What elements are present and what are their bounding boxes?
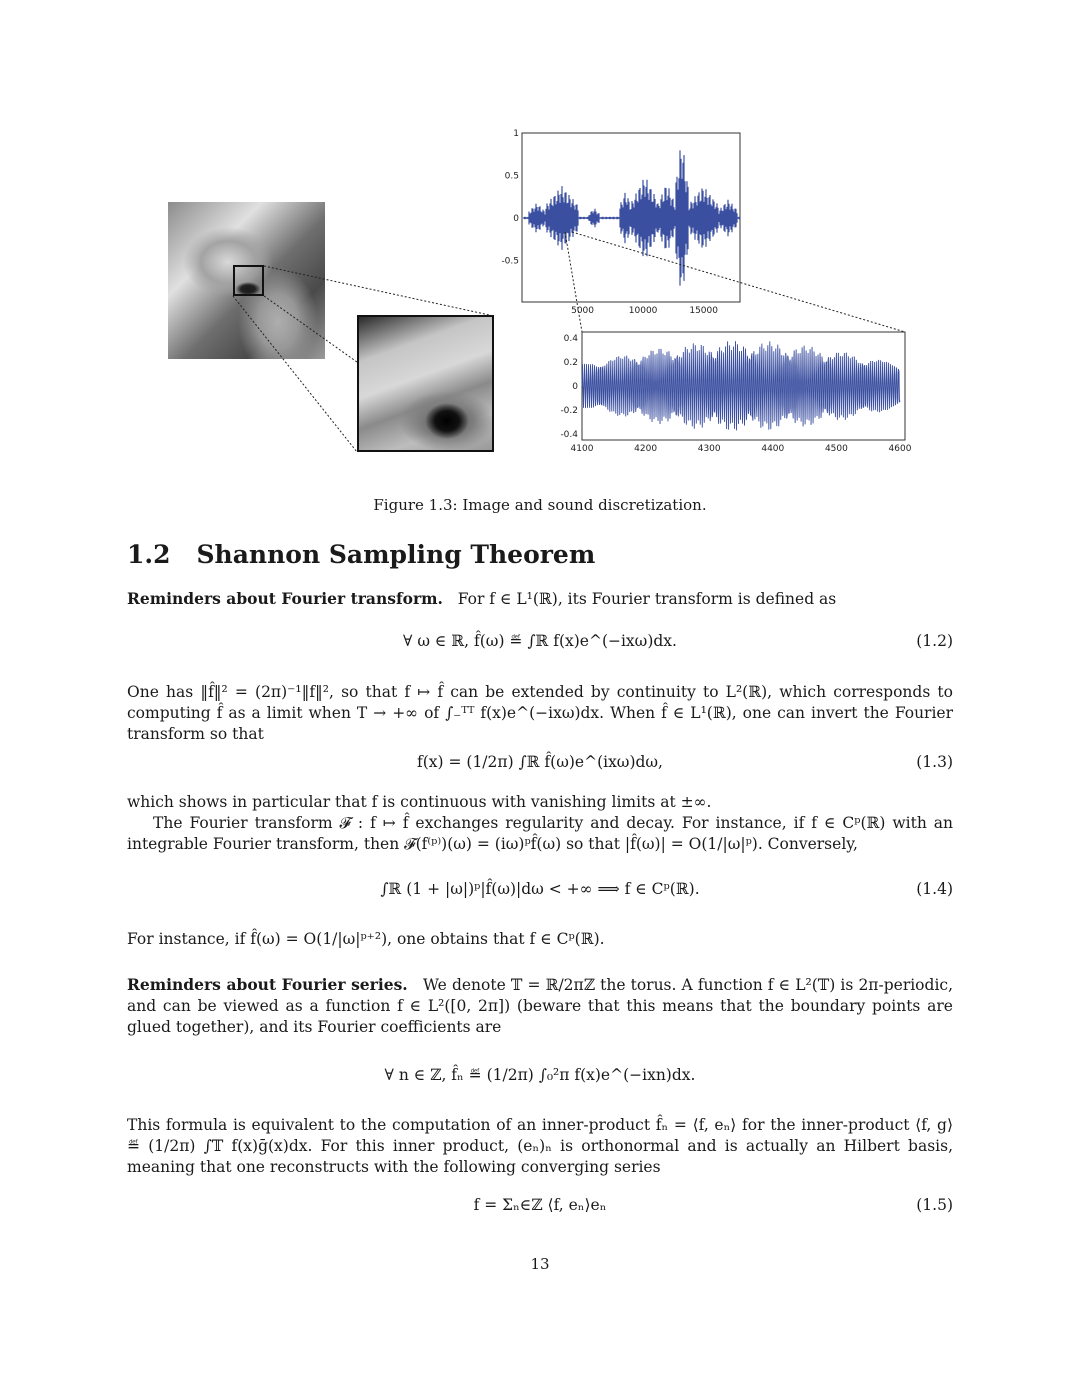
- equation-body: ∀ ω ∈ ℝ, f̂(ω) ≝ ∫ℝ f(x)e^(−ixω)dx.: [403, 632, 677, 650]
- bottom-y-tick-label: 0: [572, 382, 578, 392]
- equation-tag: (1.5): [916, 1196, 953, 1214]
- paragraph-text: We denote 𝕋 = ℝ/2πℤ the torus. A function f ∈ L²(𝕋) is 2π-periodic, and can be viewed as a function f ∈ L²([0, 2π]) (beware that this means that the boundary points are glued together), and its Fourier coefficients are: [127, 976, 954, 1036]
- bottom-x-tick-label: 4100: [570, 444, 594, 454]
- top-x-tick-label: 5000: [571, 306, 595, 316]
- equation-body: ∫ℝ (1 + |ω|)ᵖ|f̂(ω)|dω < +∞ ⟹ f ∈ Cᵖ(ℝ).: [380, 880, 700, 898]
- equation-1-5: [127, 1196, 953, 1222]
- equation-1-3: [127, 753, 953, 779]
- paragraph-lead: Reminders about Fourier transform.: [127, 589, 443, 608]
- equation-tag: (1.3): [916, 753, 953, 771]
- paragraph-text: For f ∈ L¹(ℝ), its Fourier transform is defined as: [457, 590, 837, 608]
- bottom-y-tick-label: -0.4: [560, 430, 578, 440]
- bottom-x-tick-label: 4600: [888, 444, 912, 454]
- paragraph-instance: For instance, if f̂(ω) = O(1/|ω|ᵖ⁺²), one obtains that f ∈ Cᵖ(ℝ).: [127, 930, 605, 948]
- bottom-x-tick-label: 4500: [824, 444, 848, 454]
- top-y-tick-label: 0.5: [504, 171, 519, 182]
- section-title: Shannon Sampling Theorem: [196, 540, 596, 569]
- equation-body: f(x) = (1/2π) ∫ℝ f̂(ω)e^(ixω)dω,: [416, 753, 663, 771]
- bottom-x-tick-label: 4200: [634, 444, 658, 454]
- section-number: 1.2: [127, 540, 171, 569]
- equation-fourier-coefficients: [127, 1066, 953, 1092]
- equation-body: ∀ n ∈ ℤ, f̂ₙ ≝ (1/2π) ∫₀²π f(x)e^(−ixn)dx.: [384, 1066, 696, 1084]
- top-y-tick-label: -0.5: [501, 256, 519, 267]
- figure-caption: Figure 1.3: Image and sound discretization.: [373, 496, 707, 514]
- figure-plots: [0, 0, 1080, 480]
- paragraph-regularity: The Fourier transform 𝓕 : f ↦ f̂ exchanges regularity and decay. For instance, if f ∈ Cᵖ(ℝ) with an integrable Fourier transform, then 𝓕(f⁽ᵖ⁾)(ω) = (iω)ᵖf̂(ω) so that |f̂(ω)| = O(1/|ω|ᵖ). Conversely,: [127, 814, 953, 853]
- equation-1-4: [127, 880, 953, 906]
- equation-1-2: [127, 632, 953, 658]
- bottom-y-tick-label: 0.2: [563, 358, 578, 368]
- bottom-y-tick-label: 0.4: [563, 334, 578, 344]
- paragraph-fourier-transform: [127, 588, 953, 610]
- paragraph-extension: One has ‖f̂‖² = (2π)⁻¹‖f‖², so that f ↦ f̂ can be extended by continuity to L²(ℝ), which corresponds to computing f̂ as a limit when T → +∞ of ∫₋ᵀᵀ f(x)e^(−ixω)dx. When f̂ ∈ L¹(ℝ), one can invert the Fourier transform so that: [127, 683, 953, 743]
- paragraph-continuity: which shows in particular that f is continuous with vanishing limits at ±∞.: [127, 793, 712, 811]
- equation-tag: (1.2): [916, 632, 953, 650]
- top-y-tick-label: 1: [513, 129, 519, 139]
- paragraph-lead: Reminders about Fourier series.: [127, 975, 408, 994]
- paragraph-fourier-series: [127, 974, 953, 1038]
- bottom-x-tick-label: 4300: [697, 444, 721, 454]
- top-x-tick-label: 10000: [628, 306, 658, 316]
- paragraph-inner-product: This formula is equivalent to the computation of an inner-product f̂ₙ = ⟨f, eₙ⟩ for the inner-product ⟨f, g⟩ ≝ (1/2π) ∫𝕋 f(x)ḡ(x)dx. For this inner product, (eₙ)ₙ is orthonormal and is actually an Hilbert basis, meaning that one reconstructs with the following converging series: [127, 1116, 953, 1176]
- page-number: 13: [530, 1255, 550, 1273]
- figure: [0, 0, 1080, 480]
- bottom-x-tick-label: 4400: [761, 444, 785, 454]
- equation-body: f = Σₙ∈ℤ ⟨f, eₙ⟩eₙ: [473, 1196, 607, 1214]
- top-y-tick-label: 0: [513, 214, 519, 224]
- section-heading: [127, 540, 595, 569]
- bottom-y-tick-label: -0.2: [560, 406, 578, 416]
- top-x-tick-label: 15000: [689, 306, 718, 316]
- equation-tag: (1.4): [916, 880, 953, 898]
